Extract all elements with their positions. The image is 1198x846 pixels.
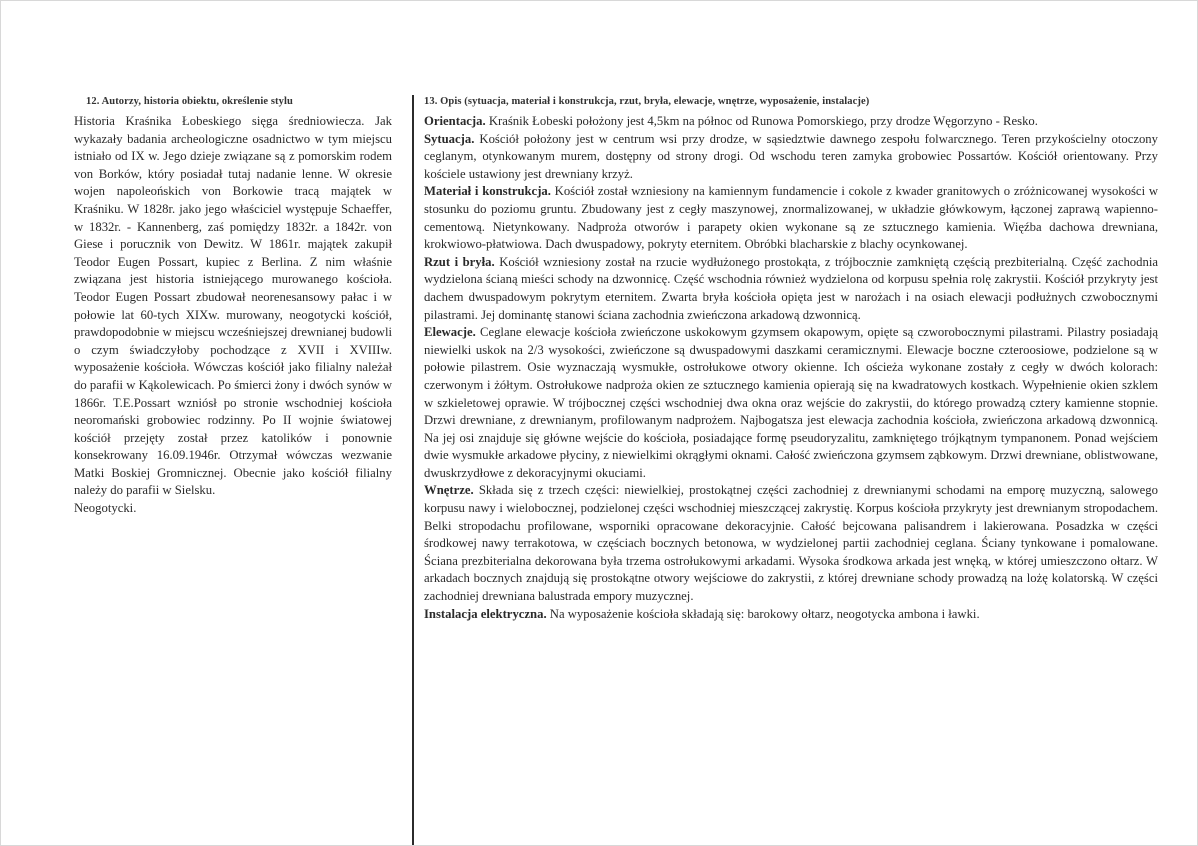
section-situation xyxy=(424,131,1158,184)
section-material xyxy=(424,183,1158,253)
section-text: Ceglane elewacje kościoła zwieńczone uskokowym gzymsem okapowym, opięte są czworobocznymi pilastrami. Pilastry posiadają niewielki uskok na 2/3 wysokości, zwieńczone są dwuspadowymi daszkami ceramicznymi. Elewacje boczne czteroosiowe, podzielone są w połowie pilastrem. Osie wyznaczają wysmukłe, ostrołukowe otwory okienne. Ich ościeża wykonane zostały z cegły w dwóch kolorach: czerwonym i żółtym. Ostrołukowe nadproża okien ze sztucznego kamienia opierają się na kwadratowych kostkach. Wypełnienie okien szklem w szkieletowej oprawie. W trójbocznej części wschodniej dwa okna oraz wejście do zakrystii, do którego prowadzą cztery kamienne stopnie. Drzwi drewniane, z drewnianym, profilowanym nadprożem. Najbogatsza jest elewacja zachodnia kościoła, zwieńczona arkadową dzwonnicą. Na jej osi znajduje się główne wejście do kościoła, posiadające formę pseudoryzalitu, zamkniętego trójkątnym tympanonem. Ponad wejściem dwie wysmukłe arkadowe płyciny, z niewielkimi okrągłymi oknami. Całość zwieńczona gzymsem ząbkowym. Drzwi drewniane, oblistwowane, dwuskrzydłowe z dekoracyjnymi okuciami. xyxy=(424,325,1158,480)
history-heading: 12. Autorzy, historia obiektu, określenie stylu xyxy=(86,96,293,107)
column-divider xyxy=(412,95,414,845)
history-text: Historia Kraśnika Łobeskiego sięga średniowiecza. Jak wykazały badania archeologiczne osadnictwo w tym miejscu istniało od IX w. Jego dzieje związane są z pomorskim rodem von Borków, który posiadał tutaj nadanie lenne. W okresie wojen napoleońskich von Borkowie tracą majątek w Kraśniku. W 1828r. jako jego właściciel występuje Schaeffer, w 1832r. - Kannenberg, zaś pomiędzy 1832r. a 1842r. von Giese i porucznik von Dewitz. W 1861r. majątek zakupił Teodor Eugen Possart, kupiec z Berlina. Z nim właśnie związana jest historia istniejącego murowanego kościoła. Teodor Eugen Possart zbudował neorenesansowy pałac i w połowie lat 60-tych XIXw. murowany, neogotycki kościół, prawdopodobnie w miejscu wcześniejszej drewnianej budowli o czym świadczyłoby pochodzące z XVII i XVIIIw. wyposażenie kościoła. Wówczas kościół jako filialny należał do parafii w Kąkolewicach. Po śmierci żony i dwóch synów w 1866r. T.E.Possart wzniósł po stronie wschodniej kościoła neoromański grobowiec rodzinny. Po II wojnie światowej kościół przejęty został przez katolików i ponownie konsekrowany 16.09.1946r. Otrzymał wówczas wezwanie Matki Boskiej Gromnicznej. Obecnie jako kościół filialny należy do parafii w Sielsku. xyxy=(74,114,392,498)
section-text: Kościół położony jest w centrum wsi przy drodze, w sąsiedztwie dawnego zespołu folwarcznego. Teren przykościelny otoczony ceglanym, otynkowanym murem, dostępny od strony drogi. Od wschodu teren zamyka grobowiec Possartów. Kościół orientowany. Przy kościele ustawiony jest drewniany krzyż. xyxy=(424,131,1158,181)
history-column xyxy=(74,95,392,518)
section-label: Materiał i konstrukcja. xyxy=(424,184,551,199)
section-elevations xyxy=(424,324,1158,482)
section-label: Orientacja. xyxy=(424,114,486,128)
section-text: Kraśnik Łobeski położony jest 4,5km na północ od Runowa Pomorskiego, przy drodze Węgorzyno - Resko. xyxy=(485,114,1038,128)
section-electrical xyxy=(424,606,1158,624)
section-text: Kościół został wzniesiony na kamiennym fundamencie i cokole z kwader granitowych o zróżnicowanej wysokości w stosunku do poziomu gruntu. Zbudowany jest z cegły maszynowej, znormalizowanej, w układzie główkowym, łączonej zaprawą wapienno-cementową. Nietynkowany. Nadproża otworów i parapety okien wykonane są ze sztucznego kamienia. Więźba dachowa drewniana, krokwiowo-płatwiowa. Dach dwuspadowy, pokryty eternitem. Obróbki blacharskie z blachy ocynkowanej. xyxy=(424,184,1158,252)
section-label: Sytuacja. xyxy=(424,131,475,146)
section-text: Składa się z trzech części: niewielkiej, prostokątnej części zachodniej z drewnianymi schodami na emporę muzyczną, salowego korpusu nawy i wielobocznej, podzielonej części wschodniej mieszczącej zakrystię. Korpus kościoła przykryty jest drewnianym stropodachem. Belki stropodachu profilowane, wsporniki opracowane dekoracyjnie. Całość bejcowana palisandrem i lakierowana. Posadzka w części środkowej nawy terrakotowa, w częściach bocznych betonowa, w wydzielonej partii zachodniej ceglana. Ściany tynkowane i pomalowane. Ściana prezbiterialna dekorowana była trzema ostrołukowymi arkadami. Wysoka środkowa arkada jest wnęką, w której umieszczono ołtarz. W arkadach bocznych znajdują się prostokątne otwory wejściowe do zakrystii, z której drewniane schody prowadzą na lożę kolatorską. W części zachodniej drewniana balustrada empory muzycznej. xyxy=(424,483,1158,604)
section-text: Na wyposażenie kościoła składają się: barokowy ołtarz, neogotycka ambona i ławki. xyxy=(546,606,980,621)
section-interior xyxy=(424,482,1158,605)
section-plan xyxy=(424,254,1158,324)
description-heading: 13. Opis (sytuacja, materiał i konstrukcja, rzut, bryła, elewacje, wnętrze, wyposażenie, instalacje) xyxy=(424,96,870,107)
section-label: Instalacja elektryczna. xyxy=(424,606,547,621)
section-orientation xyxy=(424,113,1158,131)
style-text: Neogotycki. xyxy=(74,501,137,516)
section-label: Wnętrze. xyxy=(424,483,474,498)
section-text: Kościół wzniesiony został na rzucie wydłużonego prostokąta, z trójbocznie zamkniętą częścią prezbiterialną. Część zachodnia wydzielona ścianą mieści schody na dzwonnicę. Część wschodnia również wydzielona od korpusu spełnia rolę zakrystii. Kościół przykryty jest dachem dwuspadowym pokrytym eternitem. Zwarta bryła kościoła opięta jest w narożach i na osiach elewacji podłużnych czwobocznymi pilastrami. Jej dominantę stanowi ściana zachodnia zwieńczona arkadową dzwonnicą. xyxy=(424,254,1158,322)
description-column xyxy=(424,95,1158,623)
section-label: Elewacje. xyxy=(424,325,476,340)
section-label: Rzut i bryła. xyxy=(424,254,495,269)
